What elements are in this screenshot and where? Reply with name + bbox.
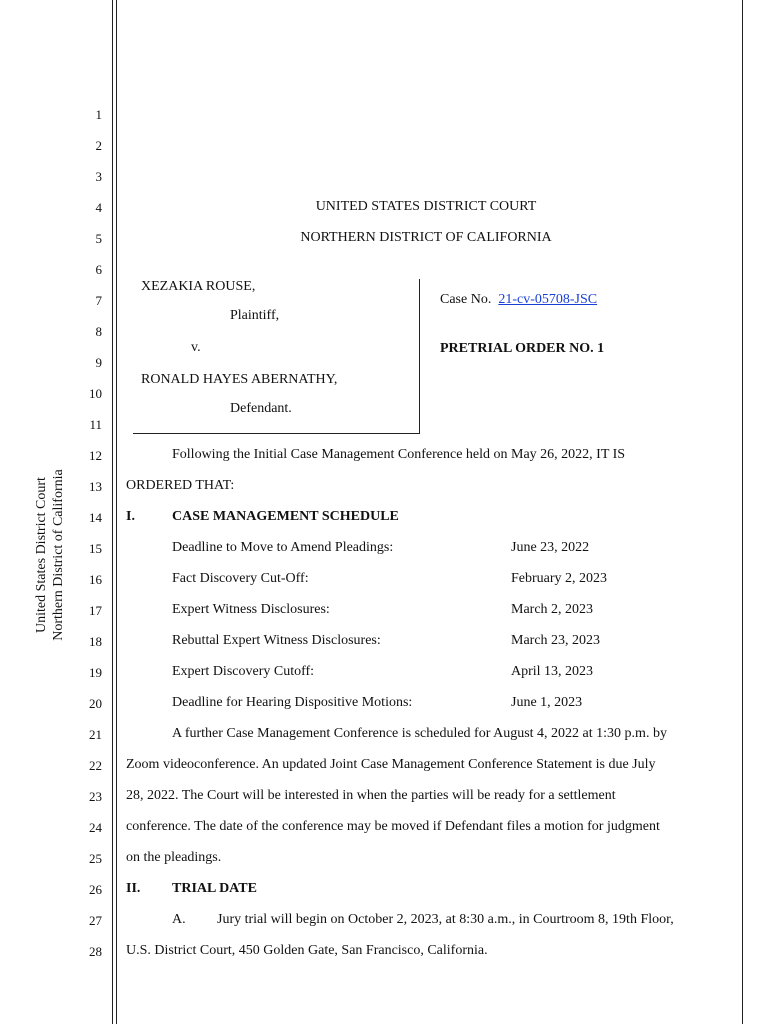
paragraph-line: conference. The date of the conference may be moved if Defendant files a motion for judgment: [126, 819, 660, 834]
paragraph-line: on the pleadings.: [126, 850, 222, 865]
item-a-label: A.: [172, 912, 186, 927]
caption-horizontal-rule: [133, 433, 420, 434]
line-number: 27: [89, 913, 102, 928]
item-a-line-2: U.S. District Court, 450 Golden Gate, San Francisco, California.: [126, 943, 488, 958]
line-number: 9: [95, 355, 102, 370]
line-number: 23: [89, 789, 102, 804]
schedule-date: February 2, 2023: [511, 571, 608, 586]
paragraph-line: Zoom videoconference. An updated Joint Case Management Conference Statement is due July: [126, 757, 656, 772]
schedule-date: March 2, 2023: [511, 602, 594, 617]
case-number: [440, 292, 597, 308]
paragraph-line: 28, 2022. The Court will be interested in when the parties will be ready for a settlement: [126, 788, 616, 803]
line-number: 12: [89, 448, 102, 463]
court-name: UNITED STATES DISTRICT COURT: [315, 199, 537, 214]
line-number: 22: [89, 758, 102, 773]
section-2-title: TRIAL DATE: [172, 881, 257, 896]
intro-line-1: Following the Initial Case Management Conference held on May 26, 2022, IT IS: [172, 447, 626, 462]
line-number: 26: [89, 882, 102, 897]
line-number: 28: [89, 944, 102, 959]
schedule-label: Deadline to Move to Amend Pleadings:: [172, 540, 394, 555]
schedule-label: Rebuttal Expert Witness Disclosures:: [172, 633, 381, 648]
line-number: 6: [95, 262, 102, 277]
line-number: 24: [89, 820, 102, 835]
caption-vertical-rule: [419, 279, 420, 434]
plaintiff-role: Plaintiff,: [230, 308, 280, 323]
line-number: 19: [89, 665, 102, 680]
schedule-label: Deadline for Hearing Dispositive Motions:: [172, 695, 413, 710]
schedule-label: Expert Witness Disclosures:: [172, 602, 330, 617]
schedule-label: Fact Discovery Cut-Off:: [172, 571, 309, 586]
line-number: 16: [89, 572, 102, 587]
line-number: 2: [95, 138, 102, 153]
line-number: 15: [89, 541, 102, 556]
line-number: 11: [89, 417, 102, 432]
line-number: 7: [95, 293, 102, 308]
line-number: 25: [89, 851, 102, 866]
line-number: 18: [89, 634, 102, 649]
sidebar-line-district: Northern District of California: [51, 469, 66, 641]
section-2-number: II.: [126, 881, 141, 896]
defendant-name: RONALD HAYES ABERNATHY,: [141, 372, 338, 387]
court-sidebar: [33, 469, 67, 640]
line-number: 13: [89, 479, 102, 494]
schedule-date: March 23, 2023: [511, 633, 601, 648]
section-1-title: CASE MANAGEMENT SCHEDULE: [172, 509, 399, 524]
line-number: 17: [89, 603, 102, 618]
left-margin-rule-inner: [116, 0, 117, 1024]
schedule-label: Expert Discovery Cutoff:: [172, 664, 315, 679]
court-district: NORTHERN DISTRICT OF CALIFORNIA: [300, 230, 552, 245]
left-margin-rule-outer: [112, 0, 113, 1024]
schedule-date: June 1, 2023: [511, 695, 583, 710]
line-number: 3: [95, 169, 102, 184]
line-number: 4: [95, 200, 102, 215]
plaintiff-name: XEZAKIA ROUSE,: [141, 279, 256, 294]
schedule-date: June 23, 2022: [511, 540, 590, 555]
line-number: 10: [89, 386, 102, 401]
section-1-number: I.: [126, 509, 135, 524]
line-number: 5: [95, 231, 102, 246]
case-number-link[interactable]: 21-cv-05708-JSC: [498, 292, 598, 307]
line-number: 20: [89, 696, 102, 711]
order-title: PRETRIAL ORDER NO. 1: [440, 341, 605, 356]
intro-line-2: ORDERED THAT:: [126, 478, 235, 493]
defendant-role: Defendant.: [230, 401, 292, 416]
paragraph-line: A further Case Management Conference is scheduled for August 4, 2022 at 1:30 p.m. by: [172, 726, 667, 741]
line-number: 21: [89, 727, 102, 742]
schedule-date: April 13, 2023: [511, 664, 594, 679]
line-number: 8: [95, 324, 102, 339]
right-margin-rule: [742, 0, 743, 1024]
line-number: 1: [95, 107, 102, 122]
case-number-label: Case No.: [440, 292, 492, 307]
item-a-line-1: Jury trial will begin on October 2, 2023, at 8:30 a.m., in Courtroom 8, 19th Floor,: [217, 912, 674, 927]
versus: v.: [191, 340, 201, 355]
line-number: 14: [89, 510, 102, 525]
sidebar-line-court: United States District Court: [34, 477, 49, 633]
